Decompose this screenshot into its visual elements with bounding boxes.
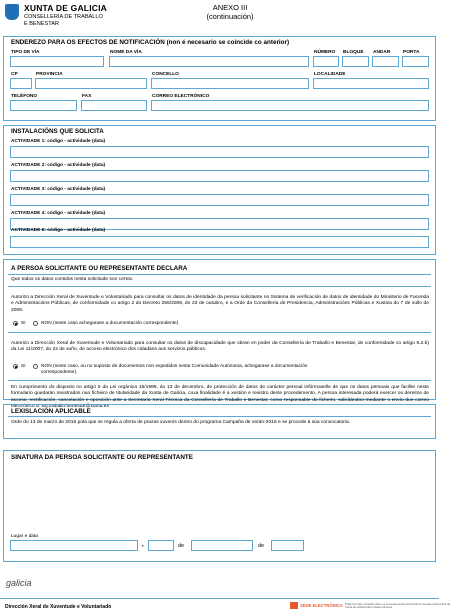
de-label-1: de (178, 543, 185, 549)
numero-label: NÚMERO (314, 50, 336, 55)
department-line-2: E BENESTAR (24, 21, 60, 27)
andar-label: ANDAR (373, 50, 391, 55)
tipo-via-field[interactable] (10, 56, 104, 67)
anexo-subtitle: (continuación) (206, 12, 254, 21)
numero-field[interactable] (313, 56, 339, 67)
auth2-non-label-2: correspondente). (41, 370, 78, 375)
tipo-via-label: TIPO DE VÍA (11, 50, 40, 55)
auth1-si-label: SI (21, 321, 26, 326)
concello-field[interactable] (151, 78, 309, 89)
concello-label: CONCELLO (152, 72, 179, 77)
cp-field[interactable] (10, 78, 32, 89)
fax-label: FAX (82, 94, 92, 99)
address-section-title: ENDEREZO PARA OS EFECTOS DE NOTIFICACIÓN (non é necesario se coincide co anterior) (11, 39, 290, 46)
comma-separator: , (142, 542, 144, 548)
correo-field[interactable] (151, 100, 429, 111)
activity-2-label: ACTIVIDADE 2: código - actividade (data) (11, 163, 106, 168)
sede-electronica-note: Pode formular consulta sobre os procedementos electrónicos na sede electrónica da Xunta de Galicia https://sede.xunta.es (345, 602, 450, 610)
andar-field[interactable] (372, 56, 399, 67)
auth1-non-radio[interactable] (33, 321, 38, 326)
place-date-label: Lugar e data (11, 534, 38, 539)
authorization-identity-text: Autorizo a Dirección Xeral de Xuventude e Voluntariado para consultar os datos de identidade da persoa solicitante no Sistema de verificación de datos de identidade do Ministerio de Facenda e Administracións Públicas, de conformidade co artigo 2 do Decreto 255/2008, do 23 de outubro, e a Orde da Consellería de Presidencia, Administracións Públicas e Xustiza do 7 de xullo de 2009. (11, 295, 429, 313)
auth2-non-radio[interactable] (33, 364, 38, 369)
footer-department: Dirección Xeral de Xuventude e Voluntariado (5, 604, 112, 610)
month-field[interactable] (191, 540, 253, 551)
divider (8, 286, 431, 287)
cp-label: CP (11, 72, 18, 77)
activity-5-field[interactable] (10, 236, 429, 248)
auth1-non-label: NON (neste caso achegarase a documentación correspondente) (41, 321, 179, 326)
correo-label: CORREO ELECTRÓNICO (152, 94, 210, 99)
sede-electronica-label[interactable]: SEDE ELECTRÓNICA (300, 603, 343, 608)
declaration-title: A PERSOA SOLICITANTE OU REPRESENTANTE DECLARA (11, 265, 188, 272)
sede-electronica-icon (290, 602, 298, 609)
divider (8, 416, 431, 417)
de-label-2: de (258, 543, 265, 549)
activity-1-label: ACTIVIDADE 1: código - actividade (data) (11, 139, 106, 144)
divider (8, 274, 431, 275)
footer-divider (0, 598, 439, 599)
fax-field[interactable] (81, 100, 147, 111)
bloque-field[interactable] (342, 56, 369, 67)
telefono-field[interactable] (10, 100, 77, 111)
provincia-field[interactable] (35, 78, 147, 89)
xunta-shield-icon (5, 4, 19, 20)
nome-via-label: NOME DA VÍA (110, 50, 142, 55)
localidade-label: LOCALIDADE (314, 72, 346, 77)
department-line-1: CONSELLERÍA DE TRABALLO (24, 14, 103, 20)
porta-field[interactable] (402, 56, 429, 67)
installations-title: INSTALACIÓNS QUE SOLICITA (11, 128, 104, 135)
legislation-text: Orde do 13 de marzo de 2015 pola que se regula a oferta de prazas xuvenís dentro do programa Campaña de verán-2015 e se procede á súa convocatoria. (11, 420, 351, 425)
activity-4-label: ACTIVIDADE 4: código - actividade (data) (11, 211, 106, 216)
porta-label: PORTA (403, 50, 420, 55)
galicia-logo: galicia (6, 578, 32, 588)
anexo-heading (190, 3, 270, 21)
divider (8, 332, 431, 333)
localidade-field[interactable] (313, 78, 429, 89)
place-field[interactable] (10, 540, 138, 551)
signature-title: SINATURA DA PERSOA SOLICITANTE OU REPRESENTANTE (11, 454, 193, 461)
divider (8, 380, 431, 381)
activity-2-field[interactable] (10, 170, 429, 182)
department-name (24, 14, 103, 28)
authorization-disability-text: Autorizo a Dirección Xeral de Xuventude e Voluntariado para consultar os datos de discapacidade que obran en poder da Consellería de Traballo e Benestar, de conformidade co artigo 6.2.b) da Lei 11/2007, do 22 de xuño, de acceso electrónico dos cidadáns aos servizos públicos. (11, 341, 429, 353)
activity-3-field[interactable] (10, 194, 429, 206)
auth1-si-radio[interactable] (13, 321, 18, 326)
auth2-si-radio[interactable] (13, 364, 18, 369)
year-field[interactable] (271, 540, 304, 551)
provincia-label: PROVINCIA (36, 72, 63, 77)
auth2-non-label-1: NON (neste caso, ou no suposto de documentos non expedidos nesta Comunidade Autónoma, achegarase a documentación (41, 364, 308, 369)
anexo-title: ANEXO III (212, 3, 248, 12)
auth2-si-label: SI (21, 364, 26, 369)
day-field[interactable] (148, 540, 174, 551)
telefono-label: TELÉFONO (11, 94, 38, 99)
activity-5-label: ACTIVIDADE 5: código - actividade (data) (11, 228, 106, 233)
nome-via-field[interactable] (109, 56, 309, 67)
legislation-title: LEXISLACIÓN APLICABLE (11, 408, 91, 415)
activity-1-field[interactable] (10, 146, 429, 158)
brand-title: XUNTA DE GALICIA (24, 3, 108, 13)
bloque-label: BLOQUE (343, 50, 364, 55)
declaration-subtitle: Que todos os datos contidos nesta solicitude son certos. (11, 277, 134, 282)
activity-3-label: ACTIVIDADE 3: código - actividade (data) (11, 187, 106, 192)
data-protection-text: En cumprimento do disposto no artigo 5 da Lei orgánica 15/1999, do 13 de decembro, de protección de datos de carácter persoal infórmaselle de que os datos persoais que facilite neste formulario quedarán rexistrados nun ficheiro de titularidade da Xunta de Galicia, cuxa finalidade é a xestión e rexistro deste procedemento. A persoa interesada poderá exercer os dereitos de acceso, rectificación, cancelación e oposición ante a Secretaría Xeral Técnica da Consellería de Traballo e Benestar, como responsable do ficheiro, solicitándoo mediante o envío dun correo electrónico a: sxt.traballo.benestar@xunta.es (11, 385, 429, 409)
